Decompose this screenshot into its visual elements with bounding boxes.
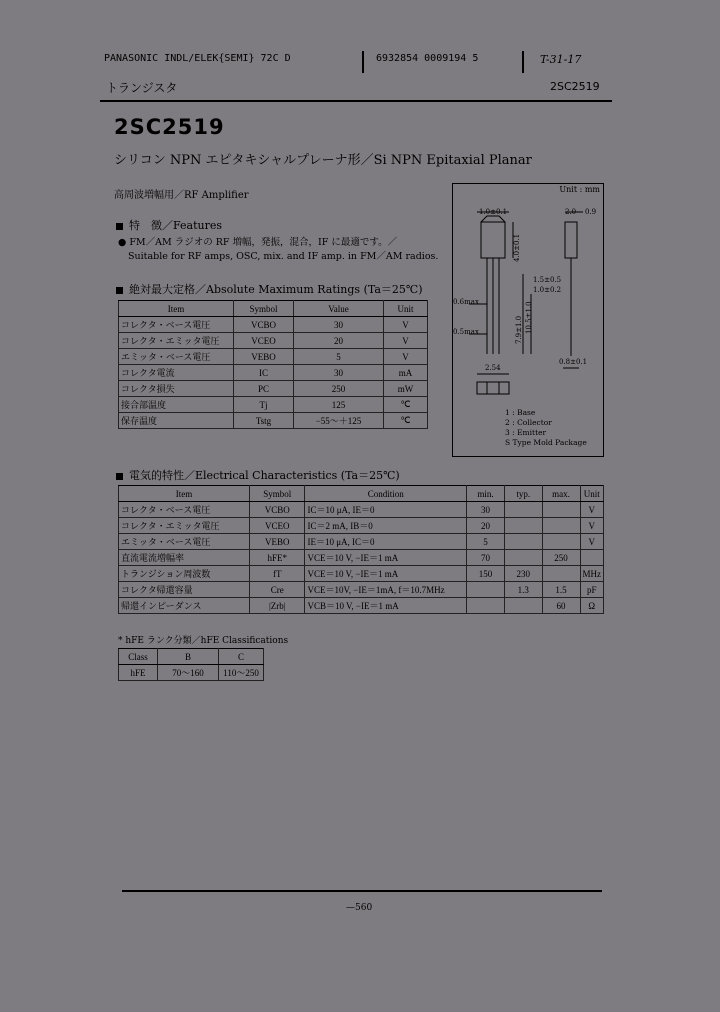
package-drawing-frame (452, 183, 604, 457)
table-row (119, 598, 604, 614)
cell: 1.5 (542, 582, 580, 598)
cell: 5 (467, 534, 505, 550)
col-b: B (158, 649, 219, 665)
cell: コレクタ電流 (119, 365, 234, 381)
table-row (119, 413, 428, 429)
cell: VCBO (234, 317, 294, 333)
col-max: max. (542, 486, 580, 502)
table-row (119, 333, 428, 349)
col-condition: Condition (305, 486, 467, 502)
page-title: 2SC2519 (114, 115, 225, 139)
cell (504, 518, 542, 534)
cell: mA (384, 365, 428, 381)
table-row (119, 317, 428, 333)
part-number-top: 2SC2519 (550, 80, 600, 93)
cell: V (384, 333, 428, 349)
table-row (119, 550, 604, 566)
cell (504, 598, 542, 614)
cell: PC (234, 381, 294, 397)
elec-heading-text: 電気的特性／Electrical Characteristics (Ta＝25℃) (129, 469, 400, 482)
features-line2: Suitable for RF amps, OSC, mix. and IF amp. in FM／AM radios. (128, 251, 439, 262)
dim-label: 2.0 (565, 208, 577, 216)
cell: VCE＝10 V, −IE＝1 mA (305, 550, 467, 566)
cell: コレクタ・ベース電圧 (119, 502, 250, 518)
cell: hFE (119, 665, 158, 681)
cell: 直流電流増幅率 (119, 550, 250, 566)
cell: Tstg (234, 413, 294, 429)
cell: ℃ (384, 397, 428, 413)
cell: 20 (467, 518, 505, 534)
cell: MHz (580, 566, 604, 582)
cell: hFE* (250, 550, 305, 566)
category-label: トランジスタ (106, 81, 178, 95)
col-item: Item (119, 301, 234, 317)
cell: 5 (294, 349, 384, 365)
features-heading (116, 217, 222, 233)
footer-rule (122, 890, 602, 892)
cell: 150 (467, 566, 505, 582)
pin-legend: 1 : Base (505, 408, 536, 417)
table-row (119, 365, 428, 381)
cell: 250 (294, 381, 384, 397)
col-class: Class (119, 649, 158, 665)
cell: Ω (580, 598, 604, 614)
cell: VEBO (250, 534, 305, 550)
cell: 230 (504, 566, 542, 582)
header-divider-2 (522, 51, 524, 73)
dim-label: 1.0±0.1 (479, 208, 508, 216)
cell: 70 (467, 550, 505, 566)
cell: 保存温度 (119, 413, 234, 429)
cell: コレクタ・エミッタ電圧 (119, 333, 234, 349)
subtitle: シリコン NPN エピタキシャルプレーナ形／Si NPN Epitaxial Planar (114, 153, 532, 168)
cell (504, 502, 542, 518)
cell (542, 518, 580, 534)
cell: VCEO (250, 518, 305, 534)
cell: fT (250, 566, 305, 582)
table-row (119, 502, 604, 518)
elec-table (118, 485, 604, 614)
cell: エミッタ・ベース電圧 (119, 534, 250, 550)
cell: 20 (294, 333, 384, 349)
cell: IE＝10 μA, IC＝0 (305, 534, 467, 550)
cell: 30 (467, 502, 505, 518)
cell: 110～250 (219, 665, 264, 681)
cell: VCEO (234, 333, 294, 349)
elec-heading (116, 467, 400, 483)
cell: 帰還インピーダンス (119, 598, 250, 614)
col-symbol: Symbol (250, 486, 305, 502)
table-row (119, 349, 428, 365)
col-value: Value (294, 301, 384, 317)
company-code: PANASONIC INDL/ELEK{SEMI} 72C D (104, 53, 291, 64)
section-bullet-icon (116, 287, 123, 294)
cell: mW (384, 381, 428, 397)
cell: トランジション周波数 (119, 566, 250, 582)
table-row (119, 665, 264, 681)
cell: 30 (294, 365, 384, 381)
header-divider (362, 51, 364, 73)
cell: コレクタ・エミッタ電圧 (119, 518, 250, 534)
cell: 接合部温度 (119, 397, 234, 413)
cell (504, 550, 542, 566)
hfe-class-heading: * hFE ランク分類／hFE Classifications (118, 636, 289, 646)
hfe-class-table (118, 648, 264, 681)
cell (467, 582, 505, 598)
col-unit: Unit (580, 486, 604, 502)
ref-code: T-31-17 (540, 53, 582, 66)
cell: V (384, 349, 428, 365)
cell: コレクタ損失 (119, 381, 234, 397)
cell: 70～160 (158, 665, 219, 681)
doc-code: 6932854 0009194 5 (376, 53, 479, 64)
cell (542, 534, 580, 550)
unit-label: Unit : mm (559, 185, 600, 194)
dim-label: 4.0±0.1 (513, 233, 521, 262)
cell: Tj (234, 397, 294, 413)
dim-label: 7.9±1.0 (515, 315, 523, 344)
cell: IC (234, 365, 294, 381)
cell: V (580, 502, 604, 518)
features-heading-text: 特 徴／Features (129, 219, 223, 232)
cell: VCBO (250, 502, 305, 518)
dim-label: 2.54 (485, 364, 501, 372)
cell: コレクタ帰還容量 (119, 582, 250, 598)
dim-label: 1.0±0.2 (533, 286, 562, 294)
cell: エミッタ・ベース電圧 (119, 349, 234, 365)
datasheet-page (92, 45, 622, 985)
dim-label: 0.5max (453, 328, 479, 336)
cell: VCE＝10 V, −IE＝1 mA (305, 566, 467, 582)
dim-label: 10.5±1.0 (525, 301, 533, 334)
cell: V (384, 317, 428, 333)
cell (580, 550, 604, 566)
table-row (119, 582, 604, 598)
cell: 30 (294, 317, 384, 333)
dim-label: 1.5±0.5 (533, 276, 562, 284)
cell: VEBO (234, 349, 294, 365)
cell: Cre (250, 582, 305, 598)
features-line1: ● FM／AM ラジオの RF 増幅，発振，混合，IF に最適です。／ (118, 237, 398, 248)
col-item: Item (119, 486, 250, 502)
col-min: min. (467, 486, 505, 502)
cell (467, 598, 505, 614)
cell: IC＝2 mA, IB＝0 (305, 518, 467, 534)
dim-label: 0.9 (585, 208, 597, 216)
section-bullet-icon (116, 473, 123, 480)
table-row (119, 397, 428, 413)
col-symbol: Symbol (234, 301, 294, 317)
features-line1-text: FM／AM ラジオの RF 増幅，発振，混合，IF に最適です。／ (129, 237, 398, 248)
table-row (119, 518, 604, 534)
pin-legend: 3 : Emitter (505, 428, 547, 437)
cell: IC＝10 μA, IE＝0 (305, 502, 467, 518)
page-number: —560 (346, 903, 373, 913)
dim-label: 0.6max (453, 298, 479, 306)
section-bullet-icon (116, 223, 123, 230)
cell: V (580, 534, 604, 550)
header-rule (100, 100, 612, 102)
application: 高周波増幅用／RF Amplifier (114, 190, 249, 201)
cell: V (580, 518, 604, 534)
col-typ: typ. (504, 486, 542, 502)
cell: VCB＝10 V, −IE＝1 mA (305, 598, 467, 614)
cell: 1.3 (504, 582, 542, 598)
col-c: C (219, 649, 264, 665)
cell: ℃ (384, 413, 428, 429)
table-row (119, 534, 604, 550)
abs-max-heading-text: 絶対最大定格／Absolute Maximum Ratings (Ta＝25℃) (129, 283, 423, 296)
col-unit: Unit (384, 301, 428, 317)
table-row (119, 381, 428, 397)
cell: VCE＝10V, −IE＝1mA, f＝10.7MHz (305, 582, 467, 598)
cell: 60 (542, 598, 580, 614)
table-row (119, 566, 604, 582)
pin-legend: 2 : Collector (505, 418, 552, 427)
cell (542, 566, 580, 582)
cell: pF (580, 582, 604, 598)
cell: |Zrb| (250, 598, 305, 614)
cell: −55～＋125 (294, 413, 384, 429)
pin-legend: S Type Mold Package (505, 438, 587, 447)
abs-max-table (118, 300, 428, 429)
abs-max-heading (116, 281, 423, 297)
cell: コレクタ・ベース電圧 (119, 317, 234, 333)
cell (504, 534, 542, 550)
cell (542, 502, 580, 518)
dim-label: 0.8±0.1 (559, 358, 588, 366)
cell: 125 (294, 397, 384, 413)
cell: 250 (542, 550, 580, 566)
